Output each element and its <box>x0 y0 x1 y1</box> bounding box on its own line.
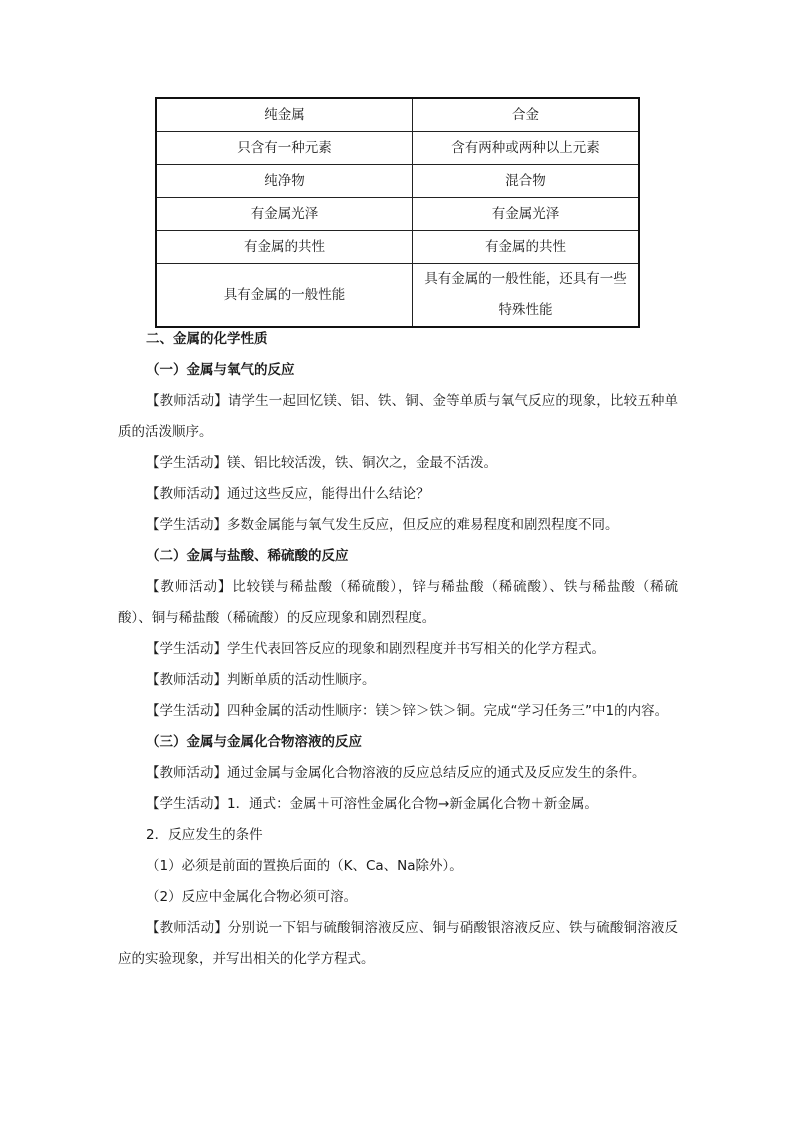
paragraph: 【学生活动】四种金属的活动性顺序：镁＞锌＞铁＞铜。完成“学习任务三”中1的内容。 <box>146 703 669 719</box>
table-cell: 有金属的共性 <box>413 231 640 264</box>
table-header-row <box>156 98 639 132</box>
subsection-heading: （二）金属与盐酸、稀硫酸的反应 <box>146 548 349 564</box>
lesson-body <box>118 324 678 975</box>
paragraph: 【教师活动】判断单质的活动性顺序。 <box>146 672 376 688</box>
paragraph: 【教师活动】通过金属与金属化合物溶液的反应总结反应的通式及反应发生的条件。 <box>146 765 646 781</box>
subsection-heading: （三）金属与金属化合物溶液的反应 <box>146 734 362 750</box>
paragraph: （2）反应中金属化合物必须可溶。 <box>146 889 358 905</box>
paragraph: 【教师活动】请学生一起回忆镁、铝、铁、铜、金等单质与氧气反应的现象，比较五种单质的活泼顺序。 <box>118 393 678 440</box>
metal-alloy-comparison-table <box>155 97 640 328</box>
table-cell: 有金属光泽 <box>156 198 413 231</box>
table-cell: 含有两种或两种以上元素 <box>413 132 640 165</box>
table-cell: 具有金属的一般性能，还具有一些特殊性能 <box>413 264 640 328</box>
table-cell: 有金属光泽 <box>413 198 640 231</box>
table-row <box>156 165 639 198</box>
paragraph: 【学生活动】1．通式：金属＋可溶性金属化合物→新金属化合物＋新金属。 <box>146 796 598 812</box>
subsection-heading: （一）金属与氧气的反应 <box>146 362 295 378</box>
table-row <box>156 132 639 165</box>
paragraph: （1）必须是前面的置换后面的（K、Ca、Na除外）。 <box>146 858 463 874</box>
paragraph: 【教师活动】比较镁与稀盐酸（稀硫酸），锌与稀盐酸（稀硫酸）、铁与稀盐酸（稀硫酸）、铜与稀盐酸（稀硫酸）的反应现象和剧烈程度。 <box>118 579 678 626</box>
section-heading: 二、金属的化学性质 <box>146 331 268 347</box>
paragraph: 【教师活动】通过这些反应，能得出什么结论？ <box>146 486 430 502</box>
table-cell: 纯净物 <box>156 165 413 198</box>
table-row <box>156 264 639 328</box>
paragraph: 【教师活动】分别说一下铝与硫酸铜溶液反应、铜与硝酸银溶液反应、铁与硫酸铜溶液反应的实验现象，并写出相关的化学方程式。 <box>118 920 678 967</box>
table-row <box>156 198 639 231</box>
table-cell: 只含有一种元素 <box>156 132 413 165</box>
paragraph: 【学生活动】学生代表回答反应的现象和剧烈程度并书写相关的化学方程式。 <box>146 641 605 657</box>
paragraph: 【学生活动】多数金属能与氧气发生反应，但反应的难易程度和剧烈程度不同。 <box>146 517 619 533</box>
table-row <box>156 231 639 264</box>
table-cell: 具有金属的一般性能 <box>156 264 413 328</box>
table-cell: 混合物 <box>413 165 640 198</box>
paragraph: 【学生活动】镁、铝比较活泼，铁、铜次之，金最不活泼。 <box>146 455 497 471</box>
table-cell: 纯金属 <box>156 98 413 132</box>
table-cell: 合金 <box>413 98 640 132</box>
table-cell: 有金属的共性 <box>156 231 413 264</box>
paragraph: 2．反应发生的条件 <box>146 827 263 843</box>
